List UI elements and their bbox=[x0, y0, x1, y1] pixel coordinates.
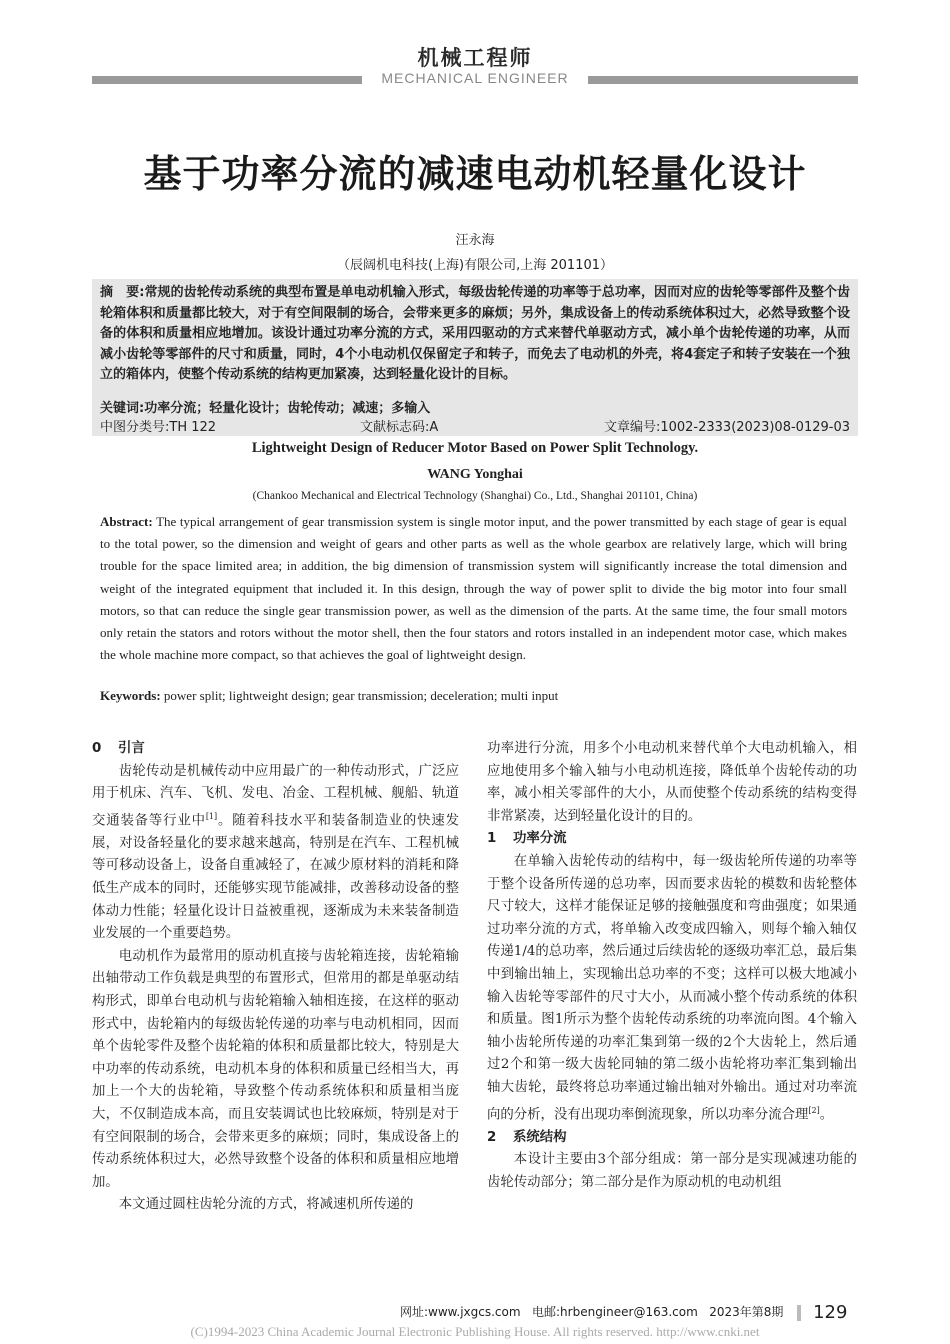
abstract-cn-label: 摘 要: bbox=[100, 285, 145, 300]
keywords-cn-label: 关键词: bbox=[100, 401, 145, 416]
page-footer bbox=[400, 1302, 847, 1323]
paper-title-en: Lightweight Design of Reducer Motor Based on Power Split Technology. bbox=[251, 440, 699, 456]
copyright-notice: (C)1994-2023 China Academic Journal Electronic Publishing House. All rights reserved. http://www.cnki.net bbox=[190, 1324, 760, 1339]
section-2-title: 系统结构 bbox=[513, 1129, 567, 1145]
paragraph-1 bbox=[92, 761, 459, 946]
paragraph-4 bbox=[487, 851, 857, 1127]
section-1-title: 功率分流 bbox=[513, 831, 567, 847]
section-2-number: 2 bbox=[487, 1129, 497, 1145]
abstract-cn bbox=[100, 283, 850, 386]
affiliation-en: (Chankoo Mechanical and Electrical Technology (Shanghai) Co., Ltd., Shanghai 201101, China) bbox=[252, 490, 698, 502]
footer-issue: 2023年第8期 bbox=[709, 1305, 784, 1319]
abstract-cn-text: 常规的齿轮传动系统的典型布置是单电动机输入形式，每级齿轮传递的功率等于总功率，因而对应的齿轮等零部件及整个齿轮箱体积和质量都比较大，对于有空间限制的场合，会带来更多的麻烦；另外，集成设备上的传动系统体积过大，必然导致整个设备的体积和质量相应地增加。该设计通过功率分流的方式，采用四驱动的方式来替代单驱动方式，减小单个齿轮传递的功率，从而减小齿轮等零部件的尺寸和质量，同时，4个小电动机仅保留定子和转子，而免去了电动机的外壳，将4套定子和转子安装在一个独立的箱体内，使整个传动系统的结构更加紧凑，达到轻量化设计的目标。 bbox=[100, 285, 850, 382]
paragraph-1-part-a: 齿轮传动是机械传动中应用最广的一种传动形式，广泛应用于机床、汽车、飞机、发电、冶金、工程机械、舰船、轨道交通装备等行业中 bbox=[92, 763, 459, 829]
page-number: 129 bbox=[813, 1302, 848, 1323]
journal-title-cn: 机械工程师 bbox=[417, 46, 533, 70]
keywords-en bbox=[100, 688, 558, 704]
citation-1: [1] bbox=[205, 811, 218, 821]
footer-divider bbox=[797, 1305, 801, 1321]
abstract-en-label: Abstract: bbox=[100, 514, 153, 529]
paper-title-cn: 基于功率分流的减速电动机轻量化设计 bbox=[143, 152, 807, 196]
author-cn: 汪永海 bbox=[455, 233, 495, 248]
footer-website: 网址:www.jxgcs.com bbox=[400, 1305, 521, 1319]
abstract-en bbox=[100, 511, 847, 666]
abstract-en-text: The typical arrangement of gear transmission system is single motor input, and the power transmitted by each stage of gear is equal to the total power, so the dimension and weight of gears and other parts as well as the whole gearbox are relatively large, which will bring trouble for the space limited area; in addition, the big dimension of transmission system will significantly increase the total dimension and weight of the integrated equipment that included it. In this design, through the way of power split to divide the big motor into four small motors, so that can reduce the single gear transmission power, as well as the dimension of the parts. At the same time, the four small motors only retain the stators and rotors without the motor shell, then the four stators and rotors installed in an independent motor case, which makes the whole machine more compact, so that achieves the goal of lightweight design. bbox=[100, 514, 847, 663]
section-1-heading bbox=[487, 828, 857, 851]
journal-title-en: MECHANICAL ENGINEER bbox=[381, 70, 569, 86]
paragraph-5: 本设计主要由3个部分组成：第一部分是实现减速功能的齿轮传动部分；第二部分是作为原动机的电动机组 bbox=[487, 1152, 857, 1190]
section-0-heading bbox=[92, 738, 459, 761]
paragraph-4-part-a: 在单输入齿轮传动的结构中，每一级齿轮所传递的功率等于整个设备所传递的总功率，因而要求齿轮的模数和齿轮整体尺寸较大，这样才能保证足够的接触强度和弯曲强度；如果通过功率分流的方式，将单输入改变成四输入，则每个输入轴仅传递1/4的总功率，然后通过后续齿轮的逐级功率汇总，最后集中到输出轴上，实现输出总功率的不变；这样可以极大地减小输入齿轮等零部件的尺寸大小，从而减小整个传动系统的体积和质量。图1所示为整个齿轮传动系统的功率流向图。4个输入轴小齿轮所传递的功率汇集到第一级的2个大齿轮上，然后通过2个和第一级大齿轮同轴的第二级小齿轮将功率汇集到输出轴大齿轮，最终将总功率通过输出轴对外输出。通过对功率流向的分析，没有出现功率倒流现象，所以功率分流合理 bbox=[487, 853, 857, 1122]
keywords-cn bbox=[100, 397, 430, 416]
section-0-number: 0 bbox=[92, 741, 102, 756]
keywords-en-label: Keywords: bbox=[100, 688, 161, 703]
article-number: 文章编号:1002-2333(2023)08-0129-03 bbox=[603, 420, 850, 435]
affiliation-cn: （辰阔机电科技(上海)有限公司,上海 201101） bbox=[336, 258, 614, 273]
citation-2: [2] bbox=[808, 1105, 820, 1115]
paragraph-2: 电动机作为最常用的原动机直接与齿轮箱连接，齿轮箱输出轴带动工作负载是典型的布置形式，但常用的都是单驱动结构形式，即单台电动机与齿轮箱输入轴相连接，在这样的驱动形式中，齿轮箱内的每级齿轮传递的功率与电动机相同，因而单个齿轮零件及整个齿轮箱的体积和质量都比较大，特别是大中功率的传动系统，电动机本身的体积和质量已经相当大，再加上一个大的齿轮箱，导致整个传动系统体积和质量相当庞大，不仅制造成本高，而且安装调试也比较麻烦，特别是对于有空间限制的场合，会带来更多的麻烦；同时，集成设备上的传动系统体积过大，必然导致整个设备的体积和质量相应地增加。 bbox=[92, 948, 459, 1190]
keywords-cn-text: 功率分流；轻量化设计；齿轮传动；减速；多输入 bbox=[144, 401, 431, 416]
paragraph-3-continued: 功率进行分流，用多个小电动机来替代单个大电动机输入，相应地使用多个输入轴与小电动机连接，降低单个齿轮传动的功率，减小相关零部件的大小，从而使整个传动系统的结构变得非常紧凑，达到轻量化设计的目的。 bbox=[487, 741, 857, 824]
paragraph-3: 本文通过圆柱齿轮分流的方式，将减速机所传递的 bbox=[118, 1197, 414, 1213]
keywords-en-text: power split; lightweight design; gear transmission; deceleration; multi input bbox=[160, 688, 559, 703]
doc-code: 文献标志码:A bbox=[360, 420, 439, 435]
paragraph-4-part-b: 。 bbox=[819, 1106, 834, 1122]
footer-email: 电邮:hrbengineer@163.com bbox=[532, 1305, 698, 1319]
body-column-right bbox=[487, 738, 857, 1194]
paragraph-1-part-b: 。随着科技水平和装备制造业的快速发展，对设备轻量化的要求越来越高，特别是在汽车、工程机械等可移动设备上，设备自重减轻了，在减少原材料的消耗和降低生产成本的同时，还能够实现节能减排，改善移动设备的整体动力性能；轻量化设计日益被重视，逐渐成为未来装备制造业发展的一个重要趋势。 bbox=[92, 813, 460, 942]
section-2-heading bbox=[487, 1127, 857, 1150]
section-0-title: 引言 bbox=[118, 741, 145, 756]
section-1-number: 1 bbox=[487, 831, 497, 847]
clc-number: 中图分类号:TH 122 bbox=[100, 420, 217, 435]
author-en: WANG Yonghai bbox=[427, 467, 523, 482]
body-column-left bbox=[92, 738, 459, 1217]
